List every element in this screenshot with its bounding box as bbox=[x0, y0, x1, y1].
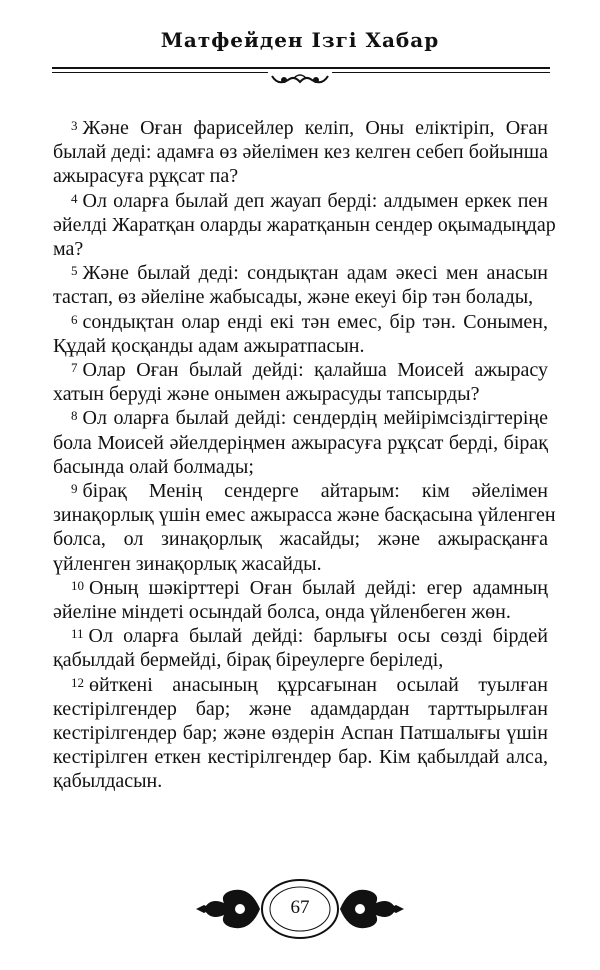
verse-line-text: әйеліне міндеті осындай болса, онда үйленбеген жөн. bbox=[53, 601, 511, 624]
verse-line bbox=[53, 164, 548, 188]
verse-line bbox=[53, 431, 548, 455]
verse-number: 8 bbox=[71, 408, 78, 424]
verse-line-text: Құдай қосқанды адам ажыратпасын. bbox=[53, 334, 365, 357]
header-ornament-icon bbox=[268, 72, 332, 86]
verse-line bbox=[53, 503, 556, 527]
verse-line bbox=[53, 648, 548, 672]
verse-line bbox=[53, 140, 548, 164]
verse-line-text: кестірілгендер бар; және адамдардан тарттырылған bbox=[53, 697, 548, 720]
verse-line-text: Ол оларға былай дейді: сендердің мейірімсіздігтеріңе bbox=[82, 407, 548, 430]
verse-line bbox=[53, 358, 548, 382]
verse-line bbox=[53, 527, 548, 551]
verse-number: 10 bbox=[71, 577, 84, 593]
verse-line bbox=[53, 600, 548, 624]
verse-line bbox=[53, 769, 548, 793]
verse-line-text: былай деді: адамға өз әйелімен кез келген себеп бойынша bbox=[53, 141, 548, 164]
verse-line bbox=[53, 261, 548, 285]
verse-line-text: бола Моисей әйелдеріңмен ажырасуға рұқсат берді, бірақ bbox=[53, 431, 548, 454]
verse-number: 4 bbox=[71, 190, 78, 206]
verse-line bbox=[53, 213, 556, 237]
verse-line bbox=[53, 310, 548, 334]
verse-line-text: қабылдасын. bbox=[53, 770, 163, 793]
verse-text-body bbox=[53, 116, 556, 794]
verse-line bbox=[53, 382, 548, 406]
verse-line bbox=[53, 116, 548, 140]
verse-line bbox=[53, 576, 548, 600]
verse-line-text: үйленген зинақорлық жасайды. bbox=[53, 552, 322, 575]
verse-line-text: бірақ Менің сендерге айтарым: кім әйелімен bbox=[82, 480, 548, 503]
verse-line-text: Ол оларға былай дейді: барлығы осы сөзді бірдей bbox=[88, 625, 548, 648]
verse-line bbox=[53, 721, 548, 745]
verse-line-text: әйелді Жаратқан оларды жаратқанын сендер оқымадыңдар bbox=[53, 213, 556, 236]
verse-line-text: басында олай болмады; bbox=[53, 455, 254, 478]
verse-line-text: болса, ол зинақорлық жасайды; және ажырасқанға bbox=[53, 528, 548, 551]
verse-line bbox=[53, 745, 548, 769]
verse-line-text: қабылдай бермейді, бірақ біреулерге беріледі, bbox=[53, 649, 444, 672]
verse-number: 9 bbox=[71, 481, 78, 497]
verse-line-text: кестірілгендер бар; және өздерін Аспан Патшалығы үшін bbox=[53, 722, 548, 745]
verse-line-text: Және былай деді: сондықтан адам әкесі мен анасын bbox=[82, 262, 548, 285]
page-number: 67 bbox=[290, 897, 310, 918]
verse-line-text: сондықтан олар енді екі тән емес, бір тән. Сонымен, bbox=[82, 310, 548, 333]
verse-number: 11 bbox=[71, 626, 84, 642]
verse-line-text: Олар Оған былай дейді: қалайша Моисей ажырасу bbox=[82, 359, 548, 382]
verse-line bbox=[53, 624, 548, 648]
verse-line-text: ма? bbox=[53, 238, 84, 261]
verse-line-text: өйткені анасының құрсағынан осылай туылған bbox=[89, 673, 548, 696]
verse-line-text: Оның шәкірттері Оған былай дейді: егер адамның bbox=[89, 576, 548, 599]
verse-number: 12 bbox=[71, 674, 84, 690]
verse-line-text: хатын беруді және онымен ажырасуды тапсырды? bbox=[53, 383, 480, 406]
verse-line-text: ажырасуға рұқсат па? bbox=[53, 165, 239, 188]
verse-line bbox=[53, 237, 548, 261]
verse-line-text: зинақорлық үшін емес ажырасса және басқасына үйленген bbox=[53, 504, 556, 527]
verse-number: 6 bbox=[71, 311, 78, 327]
verse-line bbox=[53, 673, 548, 697]
verse-number: 5 bbox=[71, 263, 78, 279]
verse-number: 3 bbox=[71, 118, 78, 133]
running-header-title: Матфейден Ізгі Хабар bbox=[160, 28, 440, 52]
verse-line-text: тастап, өз әйеліне жабысады, және екеуі бір тән болады, bbox=[53, 286, 534, 309]
verse-line bbox=[53, 406, 548, 430]
verse-line bbox=[53, 189, 548, 213]
verse-line bbox=[53, 697, 548, 721]
verse-line-text: Ол оларға былай деп жауап берді: алдымен еркек пен bbox=[82, 189, 548, 212]
verse-line-text: кестірілген еткен кестірілгендер бар. Кім қабылдай алса, bbox=[53, 746, 548, 769]
page-number-ornament bbox=[190, 878, 410, 940]
verse-line-text: Және Оған фарисейлер келіп, Оны еліктіріп, Оған bbox=[82, 117, 548, 139]
verse-line bbox=[53, 455, 548, 479]
header-rule-thick bbox=[52, 67, 550, 69]
verse-line bbox=[53, 285, 548, 309]
verse-line bbox=[53, 334, 548, 358]
verse-number: 7 bbox=[71, 360, 78, 376]
verse-line bbox=[53, 552, 548, 576]
verse-line bbox=[53, 479, 548, 503]
